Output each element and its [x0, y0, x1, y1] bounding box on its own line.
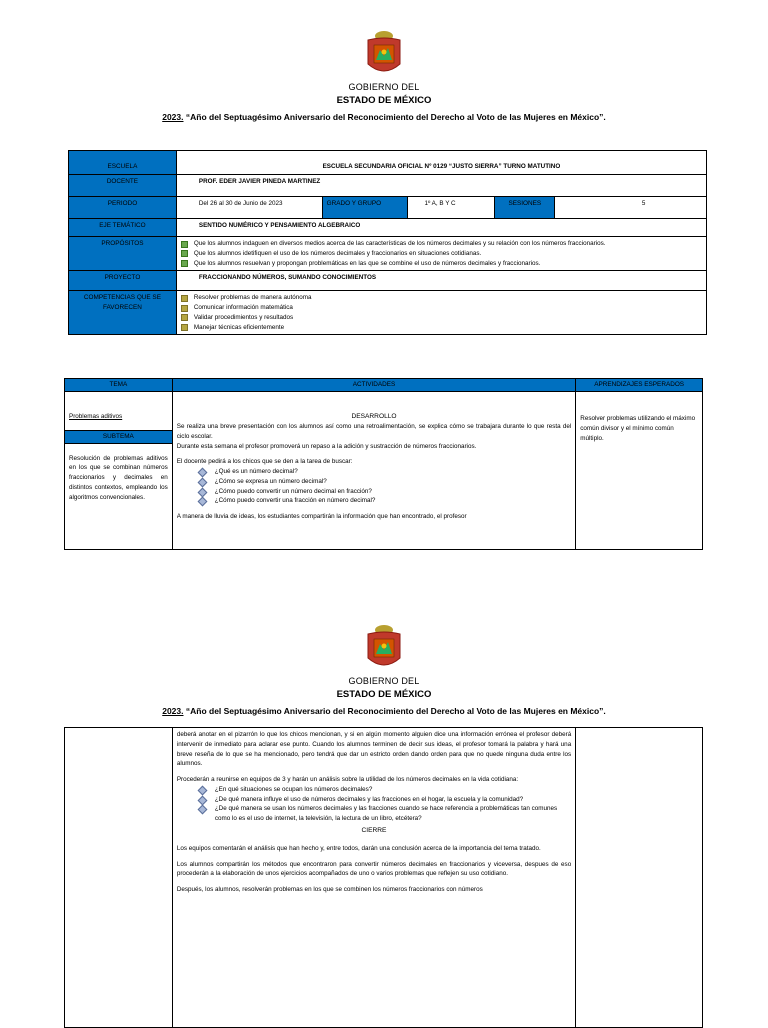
page-header-2 [0, 624, 768, 716]
cont-p2: Procederán a reunirse en equipos de 3 y harán un análisis sobre la utilidad de los números decimales en la vida cotidiana: [176, 776, 519, 783]
subtema-value: Resolución de problemas aditivos en los que se combinan números fraccionarios y decimales en distintos contextos, empleando los algoritmos convencionales. [69, 454, 168, 501]
square-bullet-icon [181, 241, 188, 248]
pregunta-item: ¿Cómo se expresa un número decimal? [177, 477, 572, 487]
plan-table [64, 378, 703, 550]
docente-value: PROF. EDER JAVIER PINEDA MARTINEZ [176, 175, 706, 197]
square-bullet-icon [181, 324, 188, 331]
plan-table-continued [64, 727, 703, 1028]
competencias-list [176, 291, 706, 335]
aprendizaje-value: Resolver problemas utilizando el máximo común divisor y el mínimo común múltiplo. [580, 415, 696, 442]
page-header-1 [0, 30, 768, 122]
motto-year: 2023. [162, 706, 184, 716]
motto-text: “Año del Septuagésimo Aniversario del Reconocimiento del Derecho al Voto de las Mujeres en México”. [183, 706, 606, 716]
propositos-label: PROPÓSITOS [69, 237, 177, 271]
gov-line-1: GOBIERNO DEL [348, 676, 420, 686]
periodo-label: PERIODO [69, 197, 177, 219]
desarrollo-p2: Durante esta semana el profesor promoverá un repaso a la adición y sustracción de números fraccionarios. [176, 442, 477, 450]
aprendizajes-header: APRENDIZAJES ESPERADOS [576, 379, 703, 392]
actividades-cell-continued [172, 728, 575, 1028]
tema-cell [65, 392, 173, 550]
competencia-item: Validar procedimientos y resultados [181, 313, 702, 323]
pregunta-item: ¿Cómo puedo convertir un número decimal en fracción? [177, 487, 572, 497]
gov-line-1: GOBIERNO DEL [348, 82, 420, 92]
coat-of-arms-icon [364, 30, 404, 78]
pregunta-item: ¿De qué manera se usan los números decimales y las fracciones cuando se hace referencia a problemáticas tan comunes como lo es el uso de internet, la televisión, la lectura de un libro, etcétera? [177, 804, 571, 824]
info-table [68, 150, 707, 335]
sesiones-value: 5 [555, 197, 707, 219]
competencia-item: Comunicar información matemática [181, 303, 702, 313]
competencia-item: Resolver problemas de manera autónoma [181, 293, 702, 303]
competencias-label: COMPETENCIAS QUE SE FAVORECEN [69, 291, 177, 335]
propositos-list [176, 237, 706, 271]
proyecto-label: PROYECTO [69, 271, 177, 291]
motto-text: “Año del Septuagésimo Aniversario del Reconocimiento del Derecho al Voto de las Mujeres en México”. [183, 112, 606, 122]
actividades-cell [172, 392, 576, 550]
gov-line-2: ESTADO DE MÉXICO [336, 95, 432, 106]
square-bullet-icon [181, 250, 188, 257]
sesiones-label: SESIONES [495, 197, 555, 219]
square-bullet-icon [181, 260, 188, 267]
motto-year: 2023. [162, 112, 184, 122]
eje-label: EJE TEMÁTICO [69, 219, 177, 237]
square-bullet-icon [181, 305, 188, 312]
tema-cell-empty [65, 728, 173, 1028]
proposito-item: Que los alumnos indaguen en diversos medios acerca de las características de los números decimales y su relación con los números fraccionarios. [181, 239, 702, 249]
motto [0, 112, 768, 122]
cont-p5: Después, los alumnos, resolverán problemas en los que se combinen los números fraccionarios con números [176, 886, 483, 894]
gov-line-2: ESTADO DE MÉXICO [336, 689, 432, 700]
desarrollo-p3: El docente pedirá a los chicos que se den a la tarea de buscar: [176, 458, 353, 466]
proyecto-value: FRACCIONANDO NÚMEROS, SUMANDO CONOCIMIENTOS [176, 271, 706, 291]
aprendizajes-cell-empty [576, 728, 703, 1028]
periodo-value: Del 26 al 30 de Junio de 2023 [176, 197, 322, 219]
subtema-label: SUBTEMA [65, 430, 172, 444]
actividades-header: ACTIVIDADES [172, 379, 576, 392]
cont-p4: Los alumnos compartirán los métodos que encontraron para convertir números decimales en fraccionarios y viceversa, despues de eso procederán a la elaboración de unos ejercicios acompañados de uno o varios problemas que reflejen su uso cotidiano. [176, 860, 572, 878]
grado-label: GRADO Y GRUPO [322, 197, 408, 219]
diamond-bullet-icon [197, 805, 207, 815]
cont-p1: deberá anotar en el pizarrón lo que los chicos mencionan, y si en algún momento alguien dice una información errónea el profesor deberá intervenir de inmediato para aclarar ese punto. Cuando los alumnos terminen de decir sus ideas, el profesor tomará la palabra y hará una breve reseña de lo que se ha mencionado, pero tendrá que dar un estricto orden dando orden para que no quede ninguna duda entre los alumnos. [176, 731, 572, 768]
competencia-item: Manejar técnicas eficientemente [181, 323, 702, 333]
cierre-title: CIERRE [361, 826, 387, 834]
square-bullet-icon [181, 314, 188, 321]
proposito-item: Que los alumnos idetifiquen el uso de los números decimales y fraccionarios en situaciones cotidianas. [181, 249, 702, 259]
docente-label: DOCENTE [69, 175, 177, 197]
escuela-label: ESCUELA [69, 151, 177, 175]
eje-value: SENTIDO NUMÉRICO Y PENSAMIENTO ALGEBRAICO [176, 219, 706, 237]
pregunta-item: ¿Cómo puedo convertir una fracción en número decimal? [177, 496, 572, 506]
desarrollo-p1: Se realiza una breve presentación con los alumnos así como una retroalimentación, se explica cómo se trabajara durante lo que resta del ciclo escolar. [176, 423, 572, 440]
escuela-value: ESCUELA SECUNDARIA OFICIAL Nº 0129 “JUSTO SIERRA” TURNO MATUTINO [176, 151, 706, 175]
tema-header: TEMA [65, 379, 173, 392]
desarrollo-p4: A manera de lluvia de ideas, los estudiantes compartirán la información que han encontrado, el profesor [176, 513, 467, 521]
desarrollo-title: DESARROLLO [351, 413, 397, 420]
pregunta-item: ¿En qué situaciones se ocupan los números decimales? [177, 785, 571, 795]
aprendizajes-cell [576, 392, 703, 550]
cont-p3: Los equipos comentarán el análisis que han hecho y, entre todos, darán una conclusión acerca de la importancia del tema tratado. [176, 844, 541, 852]
proposito-item: Que los alumnos resuelvan y propongan problemáticas en las que se combine el uso de números decimales y fraccionarios. [181, 259, 702, 269]
pregunta-item: ¿Qué es un número decimal? [177, 467, 572, 477]
motto [0, 706, 768, 716]
pregunta-item: ¿De qué manera influye el uso de números decimales y las fracciones en el hogar, la escuela y la comunidad? [177, 795, 571, 805]
grado-value: 1º A, B Y C [408, 197, 495, 219]
square-bullet-icon [181, 295, 188, 302]
tema-value: Problemas aditivos [69, 413, 123, 420]
coat-of-arms-icon [364, 624, 404, 672]
